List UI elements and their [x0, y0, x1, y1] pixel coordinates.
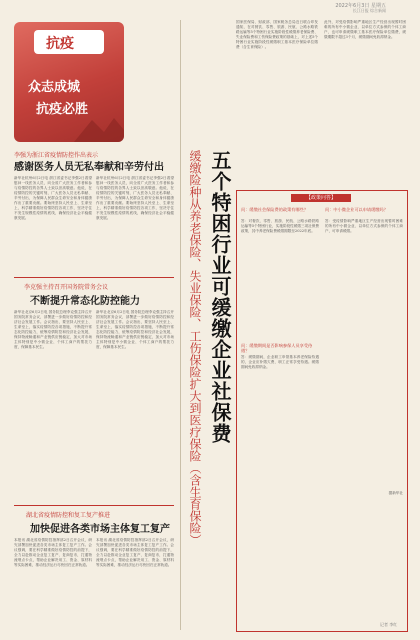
article-2-body-col1: 新华社北京6月2日电 国务院总理李克强主持召开国务院常务会议，部署进一步做好疫情防控和经济社会发展工作。会议指出，要坚持人民至上、生命至上，落实疫情防控各项措施，不断提升常态化防控能力，统筹疫情防控和经济社会发展，保持物流畅通和产业链供应链稳定，加大对市场主体特别是中小微企业、个体工商户的帮扶力度，保障基本民生。 — [14, 310, 92, 349]
banner-logo-plate — [34, 30, 104, 54]
article-2-body-col2: 新华社北京6月2日电 国务院总理李克强主持召开国务院常务会议，部署进一步做好疫情防控和经济社会发展工作。会议指出，要坚持人民至上、生命至上，落实疫情防控各项措施，不断提升常态化防控能力，统筹疫情防控和经济社会发展，保持物流畅通和产业链供应链稳定，加大对市场主体特别是中小微企业、个体工商户的帮扶力度，保障基本民生。 — [96, 310, 174, 349]
divider-1 — [14, 277, 174, 278]
qa-question-1: 问：缓缴社会保险费的政策有哪些？ — [241, 207, 309, 212]
article-2-title: 不断提升常态化防控能力 — [30, 296, 140, 307]
article-3-kicker: 湖北省疫情防控和复工复产推进 — [26, 512, 111, 519]
feature-body-col2: 此外，对受疫情影响严重地区生产经营出现暂时困难的所有中小微企业、以单位方式参保的个体工商户，也可申请缓缴职工基本医疗保险单位缴费，缓缴期限不超过3个月，缓缴期间免收滞纳金。 — [324, 20, 406, 39]
article-3-body-col1: 本报讯 湖北省疫情防控指挥部2日召开会议，研究部署加快促进各类市场主体复工复产工作。会议强调，要在科学精准做好疫情防控的前提下，全力以赴推动企业复工复产、复商复市，打通物流堵点卡点，帮助企业解决用工、资金、原材料等实际困难，推动经济运行尽快回归正常轨道。 — [14, 538, 92, 567]
article-3-body-col2: 本报讯 湖北省疫情防控指挥部2日召开会议，研究部署加快促进各类市场主体复工复产工作。会议强调，要在科学精准做好疫情防控的前提下，全力以赴推动企业复工复产、复商复市，打通物流堵点卡点，帮助企业解决用工、资金、原材料等实际困难，推动经济运行尽快回归正常轨道。 — [96, 538, 174, 567]
masthead-date: 2022年6月3日 星期五 — [335, 3, 386, 9]
qa-answer-3: 答：受疫情影响严重地区生产经营出现暂时困难的所有中小微企业、以单位方式参保的个体工商户，可申请缓缴。 — [325, 219, 403, 233]
masthead-section: 长江日报 综合新闻 — [352, 8, 386, 13]
banner-subtitle-2: 抗疫必胜 — [36, 102, 89, 117]
feature-reporter: 记者 李红 — [380, 622, 398, 627]
article-1-kicker: 李强为浙江省疫情防控作出表示 — [14, 152, 99, 159]
divider-2 — [14, 505, 174, 506]
article-2-kicker: 李克强主持召开国务院常务会议 — [24, 284, 109, 291]
article-1-body-col1: 新华社杭州6月2日电 浙江省委书记李强2日看望慰问一线医务人员，向全省广大医务工作者和参与疫情防控的各界人士致以崇高敬意。他说，在疫情防控的关键时刻，广大医务人员无私奉献、辛劳付出，为保障人民群众生命安全和身体健康作出了重要贡献。要始终坚持人民至上、生命至上，科学精准做好疫情防控各项工作，坚决守住不发生规模性疫情的底线，确保经济社会平稳健康发展。 — [14, 176, 92, 220]
masthead-bar — [0, 0, 420, 12]
feature-body-col1: 国家医保局、财政部、国家税务总局近日联合印发通知，在对餐饮、零售、旅游、民航、公路水路铁路运输等5个特困行业实施阶段性缓缴养老保险费、失业保险费和工伤保险费政策的基础上，对上述5个特困行业实施阶段性缓缴职工基本医疗保险单位缴费（含生育保险）。 — [236, 20, 318, 49]
qa-question-2: 问：缓缴期间是否影响参保人员享受待遇？ — [241, 343, 313, 354]
banner-landscape-graphic — [74, 110, 124, 142]
feature-vertical-subtitle: 缓缴险种从养老保险、失业保险、工伤保险扩大到医疗保险（含生育保险） — [188, 150, 202, 546]
banner-logo: 抗疫 — [46, 36, 74, 52]
qa-question-3: 问：中小微企业可以申请缓缴吗？ — [325, 207, 388, 212]
article-1-title: 感谢医务人员无私奉献和辛劳付出 — [14, 162, 164, 173]
qa-note: 据新华社 — [388, 491, 403, 495]
qa-box-title: 【政策问答】 — [291, 194, 351, 202]
article-1-body-col2: 新华社杭州6月2日电 浙江省委书记李强2日看望慰问一线医务人员，向全省广大医务工作者和参与疫情防控的各界人士致以崇高敬意。他说，在疫情防控的关键时刻，广大医务人员无私奉献、辛劳付出，为保障人民群众生命安全和身体健康作出了重要贡献。要始终坚持人民至上、生命至上，科学精准做好疫情防控各项工作，坚决守住不发生规模性疫情的底线，确保经济社会平稳健康发展。 — [96, 176, 174, 220]
qa-answer-2: 答：缓缴期间，企业职工申领基本养老保险待遇的，企业应补缴欠费，职工正常享受待遇。缓缴期间免收滞纳金。 — [241, 355, 319, 369]
feature-banner — [14, 22, 124, 142]
banner-subtitle-1: 众志成城 — [28, 80, 81, 95]
qa-box — [236, 190, 408, 632]
article-3-title: 加快促进各类市场主体复工复产 — [30, 524, 170, 535]
feature-vertical-title: 五个特困行业可缓缴企业社保费 — [208, 150, 232, 444]
qa-answer-1: 答：对餐饮、零售、旅游、民航、公路水路铁路运输等5个特困行业，实施阶段性缓缴三项社保费政策，其中养老保险费缓缴期限至2022年底。 — [241, 219, 319, 233]
column-rule — [180, 20, 181, 630]
